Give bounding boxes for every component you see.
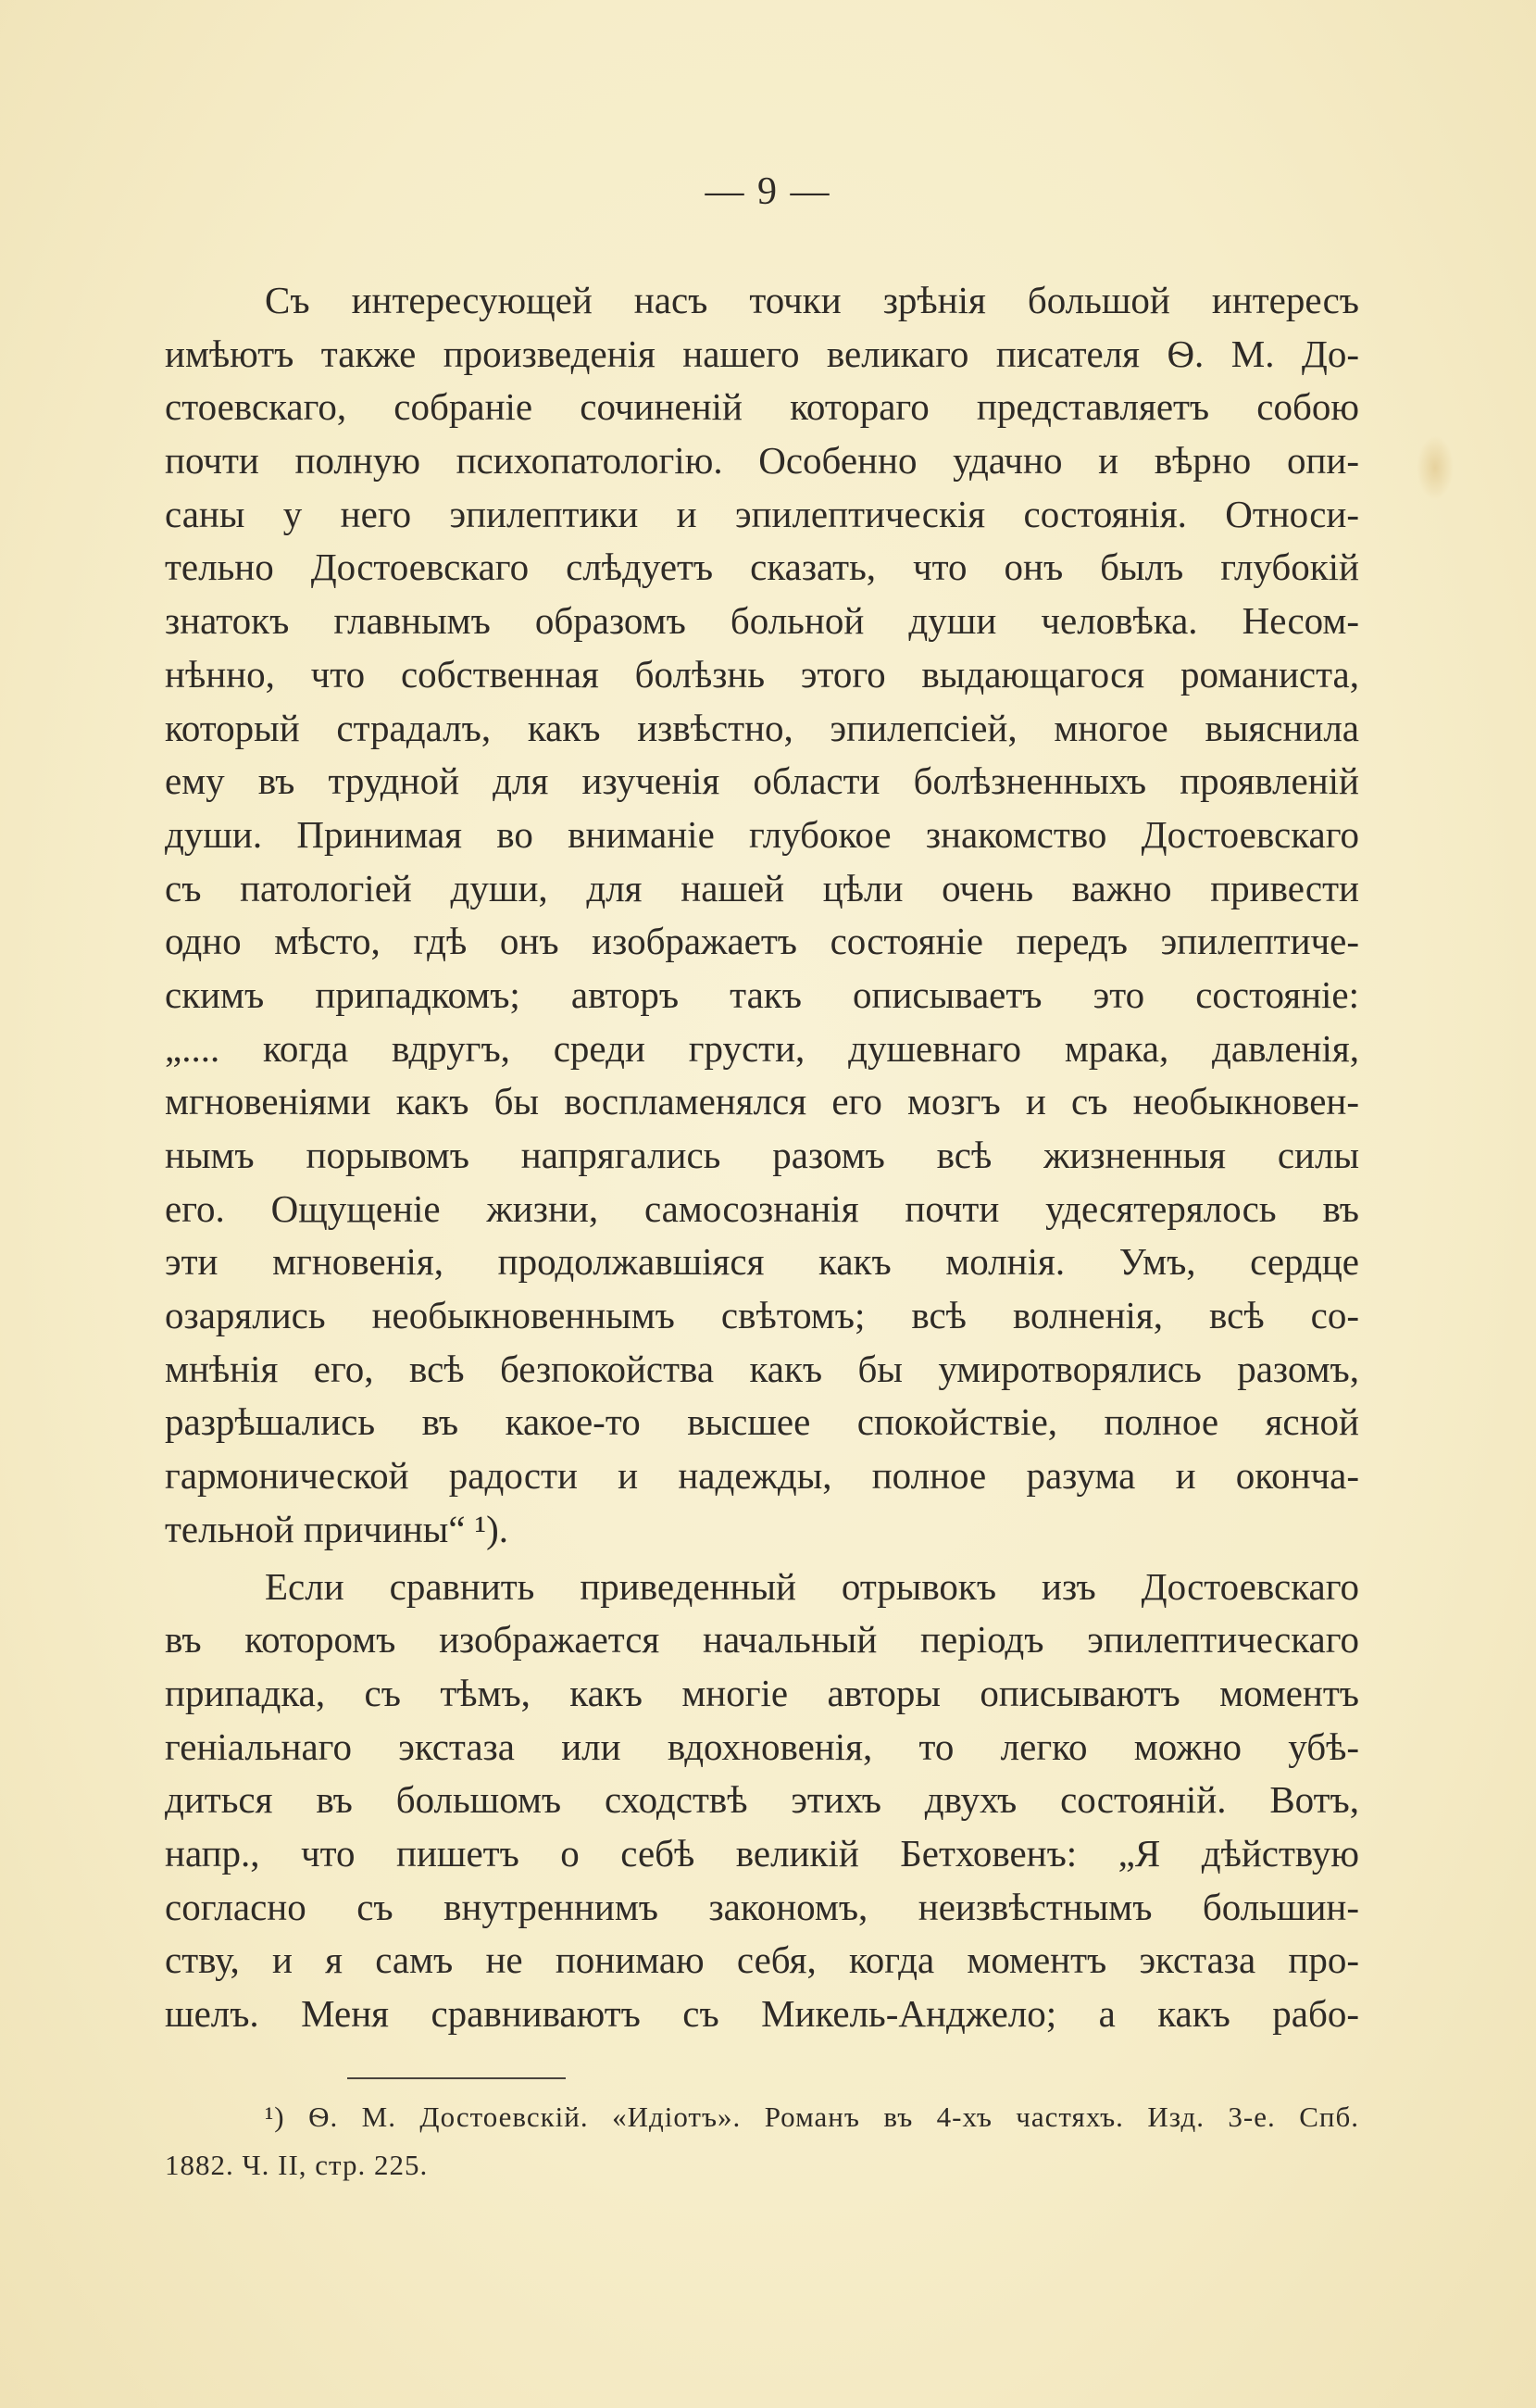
text-line: саны у него эпилептики и эпилептическія состоянія. Относи- (165, 492, 1359, 535)
text-line: согласно съ внутреннимъ закономъ, неизвѣстнымъ большин- (165, 1885, 1359, 1928)
text-line: нѣнно, что собственная болѣзнь этого выдающагося романиста, (165, 652, 1359, 696)
text-line: одно мѣсто, гдѣ онъ изображаетъ состояніе передъ эпилептиче- (165, 920, 1359, 963)
text-line: имѣютъ также произведенія нашего великаго писателя Ѳ. М. До- (165, 332, 1359, 375)
text-line: нымъ порывомъ напрягались разомъ всѣ жизненныя силы (165, 1134, 1359, 1176)
text-line: Съ интересующей насъ точки зрѣнія большой интересъ (265, 279, 1359, 321)
text-line: стоевскаго, собраніе сочиненій котораго представляетъ собою (165, 385, 1359, 429)
text-line: шелъ. Меня сравниваютъ съ Микель-Анджело; а какъ рабо- (165, 1992, 1359, 2035)
text-line: ему въ трудной для изученія области болѣзненныхъ проявленій (165, 759, 1359, 803)
text-line: мнѣнія его, всѣ безпокойства какъ бы умиротворялись разомъ, (165, 1347, 1359, 1390)
footnote-line: 1882. Ч. II, стр. 225. (165, 2149, 429, 2181)
text-line: диться въ большомъ сходствѣ этихъ двухъ состояній. Вотъ, (165, 1778, 1359, 1822)
body-text (165, 274, 1359, 2041)
text-line: мгновеніями какъ бы воспламенялся его мозгъ и съ необыкновен- (165, 1080, 1359, 1123)
text-line: озарялись необыкновеннымъ свѣтомъ; всѣ волненія, всѣ со- (165, 1294, 1359, 1337)
text-line: эти мгновенія, продолжавшіяся какъ молнія. Умъ, сердце (165, 1240, 1359, 1284)
footnote-divider (347, 2077, 566, 2079)
text-line: разрѣшались въ какое-то высшее спокойствіе, полное ясной (165, 1400, 1359, 1444)
text-line: знатокъ главнымъ образомъ больной души человѣка. Несом- (165, 599, 1359, 643)
text-line: почти полную психопатологію. Особенно удачно и вѣрно опи- (165, 439, 1359, 483)
text-line: который страдалъ, какъ извѣстно, эпилепсіей, многое выяснила (165, 706, 1359, 749)
text-line: напр., что пишетъ о себѣ великій Бетховенъ: „Я дѣйствую (165, 1831, 1359, 1875)
text-line: тельно Достоевскаго слѣдуетъ сказать, что онъ былъ глубокій (165, 546, 1359, 589)
text-line: его. Ощущеніе жизни, самосознанія почти удесятерялось въ (165, 1186, 1359, 1230)
text-line: въ которомъ изображается начальный періодъ эпилептическаго (165, 1618, 1359, 1662)
text-line: души. Принимая во вниманіе глубокое знакомство Достоевскаго (165, 812, 1359, 856)
text-line: скимъ припадкомъ; авторъ такъ описываетъ это состояніе: (165, 972, 1359, 1016)
text-line: ству, и я самъ не понимаю себя, когда моментъ экстаза про- (165, 1938, 1359, 1982)
page-number: — 9 — (705, 170, 831, 213)
footnote (165, 2093, 1359, 2189)
text-line: геніальнаго экстаза или вдохновенія, то легко можно убѣ- (165, 1724, 1359, 1768)
text-line: тельной причины“ ¹). (165, 1507, 508, 1550)
text-line: „.... когда вдругъ, среди грусти, душевнаго мрака, давленія, (165, 1026, 1359, 1070)
text-line: припадка, съ тѣмъ, какъ многіе авторы описываютъ моментъ (165, 1671, 1359, 1714)
text-line: гармонической радости и надежды, полное разума и оконча- (165, 1454, 1359, 1498)
text-line: Если сравнить приведенный отрывокъ изъ Достоевскаго (265, 1564, 1359, 1608)
footnote-line: ¹) Ѳ. М. Достоевскій. «Идіотъ». Романъ въ 4-хъ частяхъ. Изд. 3-е. Спб. (265, 2101, 1359, 2133)
text-line: съ патологіей души, для нашей цѣли очень важно привести (165, 866, 1359, 909)
paper-stain (1417, 435, 1454, 500)
